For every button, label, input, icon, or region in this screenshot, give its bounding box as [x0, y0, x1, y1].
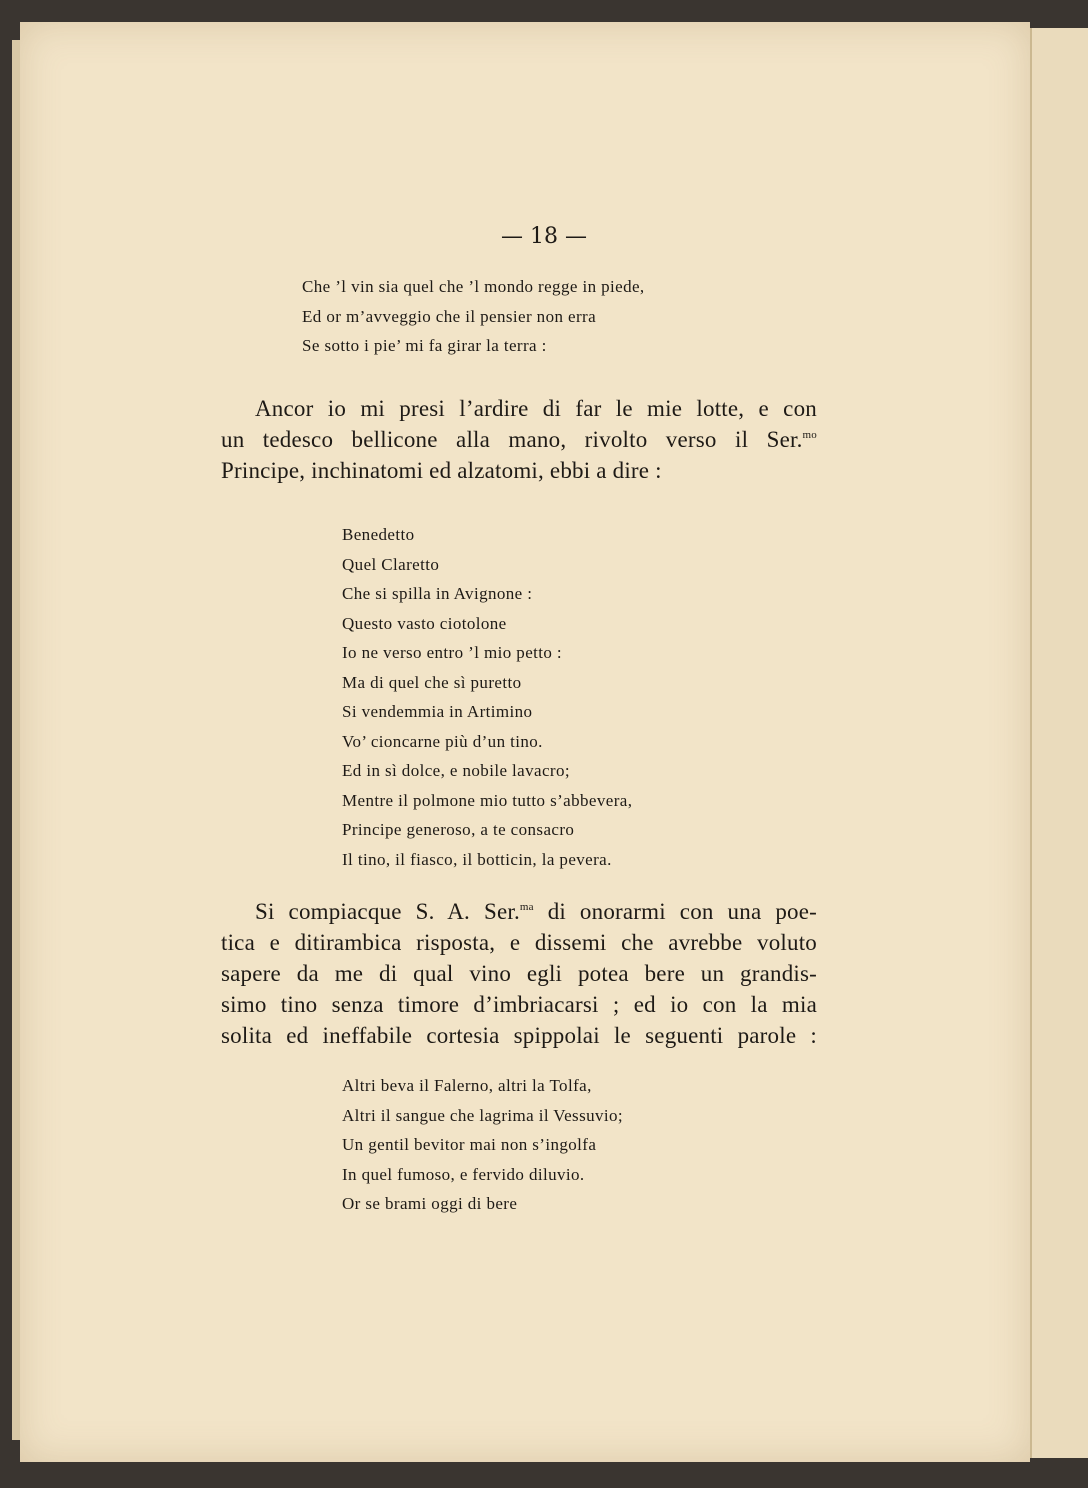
prose-line: Ancor io mi presi l’ardire di far le mie lotte, e con	[255, 396, 817, 421]
prose-line	[221, 424, 817, 455]
prose-line: solita ed ineffabile cortesia spippolai le seguenti parole :	[221, 1023, 817, 1048]
prose-line-text: Si compiacque S. A. Ser.	[255, 899, 520, 924]
verse-line: Ed in sì dolce, e nobile lavacro;	[342, 761, 570, 780]
verse-line: Benedetto	[342, 525, 415, 544]
verse-line: Io ne verso entro ’l mio petto :	[342, 643, 563, 662]
verse-line: Un gentil bevitor mai non s’ingolfa	[342, 1135, 597, 1154]
superscript-abbrev: mo	[802, 429, 817, 441]
prose-line: Principe, inchinatomi ed alzatomi, ebbi a dire :	[221, 458, 662, 483]
verse-line: Altri beva il Falerno, altri la Tolfa,	[342, 1076, 592, 1095]
page-number: — 18 —	[501, 224, 587, 249]
verse-block-3	[342, 1071, 623, 1219]
prose-line: tica e ditirambica risposta, e dissemi che avrebbe voluto	[221, 930, 817, 955]
superscript-abbrev: ma	[519, 901, 534, 913]
prose-line	[221, 896, 817, 927]
prose-line-text: di onorarmi con una poe-	[533, 899, 817, 924]
verse-line: Or se brami oggi di bere	[342, 1194, 518, 1213]
verse-line: Si vendemmia in Artimino	[342, 702, 533, 721]
verse-block-1	[302, 272, 645, 361]
prose-paragraph-2	[221, 896, 817, 1051]
verse-line: Altri il sangue che lagrima il Vessuvio;	[342, 1105, 624, 1125]
verse-line: In quel fumoso, e fervido diluvio.	[342, 1164, 585, 1184]
verse-line: Vo’ cioncarne più d’un tino.	[342, 731, 543, 751]
verse-line: Ma di quel che sì puretto	[342, 672, 522, 692]
prose-line: sapere da me di qual vino egli potea bere un grandis-	[221, 961, 817, 986]
verse-block-2	[342, 520, 632, 874]
verse-line: Mentre il polmone mio tutto s’abbevera,	[342, 790, 633, 810]
verse-line: Questo vasto ciotolone	[342, 613, 507, 633]
verse-line: Se sotto i pie’ mi fa girar la terra :	[302, 336, 547, 355]
verse-line: Principe generoso, a te consacro	[342, 820, 575, 839]
verse-line: Che ’l vin sia quel che ’l mondo regge in piede,	[302, 277, 645, 296]
verse-line: Ed or m’avveggio che il pensier non erra	[302, 306, 597, 326]
verse-line: Quel Claretto	[342, 554, 440, 574]
prose-line: simo tino senza timore d’imbriacarsi ; ed io con la mia	[221, 992, 817, 1017]
verse-line: Che si spilla in Avignone :	[342, 584, 533, 603]
prose-line-text: un tedesco bellicone alla mano, rivolto verso il Ser.	[221, 427, 803, 452]
verse-line: Il tino, il fiasco, il botticin, la pevera.	[342, 849, 612, 869]
prose-paragraph-1	[221, 393, 817, 486]
